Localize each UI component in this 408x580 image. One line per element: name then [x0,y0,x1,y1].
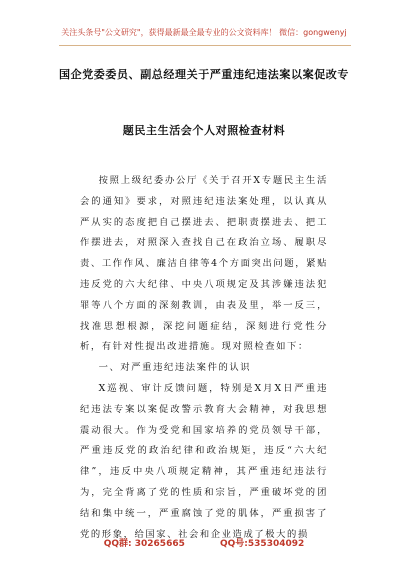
document-title-line-1: 国企党委委员、副总经理关于严重违纪违法案以案促改专 [59,68,349,81]
header-divider [59,45,351,46]
section-heading: 一、对严重违纪违法案件的认识 [98,362,252,374]
footer-contact [0,538,408,550]
body-paragraph-section-1: X巡视、审计反馈问题，特别是X月X日严重违纪违法专案以案促改警示教育大会精神，对我思想震动很大。作为受党和国家培养的党员领导干部，严重违反党的政治纪律和政治规矩，违反“六大纪律”，违反中央八项规定精神，其严重违纪违法行为，完全背离了党的性质和宗旨，严重破坏党的团结和集中统一，严重腐蚀了党的肌体，严重损害了党的形象，给国家、社会和企业造成了极大的损 [80,382,328,540]
footer-qq-number: QQ号:535304092 [220,539,305,549]
banner-text: 关注头条号"公文研究"，获得最新最全最专业的公文资料库！ 微信：gongwenyj [61,28,347,37]
body-paragraph-intro: 按照上级纪委办公厅《关于召开X专题民主生活会的通知》要求，对照违纪违法案处理，以认真从严从实的态度把自己摆进去、把职责摆进去、把工作摆进去，对照深入查找自己在政治立场、履职尽责、工作作风、廉洁自律等4个方面突出问题，紧贴违反党的六大纪律、中央八项规定及其涉嫌违法犯罪等八个方面的深刻教训，由表及里，举一反三，找准思想根源，深挖问题症结，深刻进行党性分析，有针对性提出改进措施。现对照检查如下： [80,175,328,353]
document-body [80,171,328,545]
document-title-line-2: 题民主生活会个人对照检查材料 [122,124,286,137]
footer-qq-group: QQ群: 30265665 [103,539,185,549]
header-banner [0,27,408,39]
